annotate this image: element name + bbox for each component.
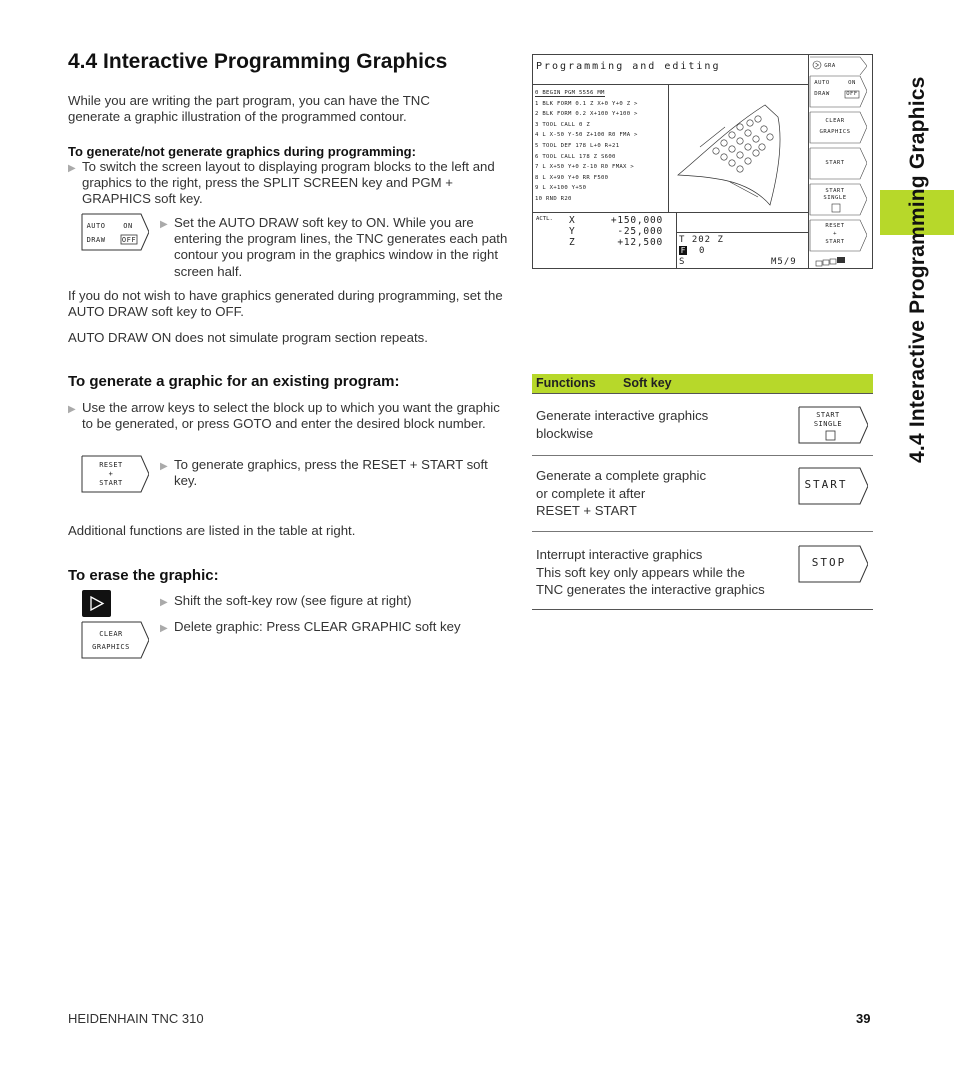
screen-softkey-start (809, 147, 867, 180)
softkey-label: START (99, 479, 123, 487)
pos-z: +12,500 (617, 237, 663, 248)
shift-softkey-row-key[interactable] (82, 590, 111, 617)
screen-softkey-reset-start (809, 219, 867, 252)
softkey-label: DRAW (86, 236, 106, 244)
program-line: 7 L X+50 Y+0 Z-10 R0 FMAX > (535, 164, 635, 171)
screen-softkey-start-single (809, 183, 867, 216)
paragraph-auto-draw-off: If you do not wish to have graphics generated during programming, set the AUTO DRAW soft key to OFF. (68, 288, 503, 320)
row-line: or complete it after (536, 485, 646, 501)
bullet-text: To generate graphics, press the RESET + START soft key. (174, 457, 488, 489)
col-functions: Functions (536, 376, 596, 390)
contour-graphic (670, 87, 806, 211)
axis-y: Y (569, 226, 575, 237)
bullet-arrow-icon: ▶ (160, 461, 168, 472)
softkey-label: RESET (99, 461, 123, 469)
auto-draw-softkey[interactable] (81, 213, 149, 250)
side-chapter-title-text: 4.4 Interactive Programming Graphics (906, 76, 929, 463)
start-single-softkey[interactable] (798, 406, 868, 443)
softkey-label: CLEAR (99, 630, 123, 638)
screen-softkey-auto-draw (809, 75, 867, 108)
softkey-label: ON (123, 222, 133, 230)
softkey-label: STOP (811, 556, 847, 569)
pos-y: -25,000 (617, 226, 663, 237)
softkey-label: START (804, 478, 848, 491)
subheading-toggle-graphics: To generate/not generate graphics during programming: (68, 144, 416, 159)
subheading-erase-graphic: To erase the graphic: (68, 567, 219, 584)
softkey-label: OFF (121, 236, 137, 244)
softkey-label: + (108, 470, 114, 478)
table-row-2-text (536, 467, 786, 520)
bullet-text: To switch the screen layout to displaying program blocks to the left and graphics to the right, press the SPLIT SCREEN key and PGM + GRAPHICS soft key. (82, 159, 495, 207)
program-line: 5 TOOL DEF 178 L+0 R+21 (535, 143, 620, 149)
bullet-text: Delete graphic: Press CLEAR GRAPHIC soft key (174, 619, 461, 634)
play-arrow-icon (82, 590, 111, 617)
bullet-clear-graphic (160, 619, 514, 635)
start-softkey[interactable] (798, 467, 868, 504)
softkey-label: START (825, 160, 845, 166)
paragraph-additional-functions: Additional functions are listed in the table at right. (68, 523, 356, 538)
bullet-shift-row (160, 593, 514, 609)
bullet-arrow-icon: ▶ (160, 623, 168, 634)
row-line: Generate a complete graphic (536, 468, 707, 483)
col-softkey: Soft key (623, 376, 672, 390)
program-line: 2 BLK FORM 0.2 X+100 Y+100 > (535, 111, 638, 118)
softkey-label: SINGLE (823, 195, 847, 201)
tnc-screen-figure (532, 54, 873, 269)
stop-softkey[interactable] (798, 545, 868, 582)
softkey-label: OFF (846, 91, 858, 97)
softkey-label: START (825, 188, 845, 194)
bullet-auto-draw (160, 215, 518, 280)
softkey-label: START (825, 239, 845, 245)
bullet-arrow-icon: ▶ (160, 597, 168, 608)
softkey-label: START (816, 411, 840, 419)
row-line: Interrupt interactive graphics (536, 547, 703, 562)
reset-start-softkey[interactable] (81, 455, 149, 492)
softkey-label: SINGLE (813, 420, 843, 428)
actual-position-label: ACTL. (536, 216, 553, 222)
page-title: 4.4 Interactive Programming Graphics (68, 50, 448, 73)
softkey-label: AUTO (814, 80, 830, 86)
side-chapter-title (883, 43, 949, 463)
screen-softkey-clear-graphics (809, 111, 867, 144)
bullet-arrow-icon: ▶ (68, 404, 76, 415)
softkey-label: CLEAR (825, 118, 845, 124)
axis-labels (569, 215, 575, 248)
spindle-label: S (679, 257, 685, 267)
misc-function: M5/9 (771, 257, 797, 267)
row-line: TNC generates the interactive graphics (536, 582, 765, 597)
program-line: 9 L X+100 Y+50 (535, 185, 587, 192)
softkey-label: DRAW (814, 91, 830, 97)
feed-label: F (680, 246, 686, 255)
bullet-reset-start (160, 457, 514, 489)
program-line: 4 L X-50 Y-50 Z+100 R0 FMA > (535, 132, 638, 139)
program-line: 10 RND R20 (535, 196, 572, 202)
paragraph-section-repeats: AUTO DRAW ON does not simulate program section repeats. (68, 330, 428, 345)
program-line: 1 BLK FORM 0.1 Z X+0 Y+0 Z > (535, 100, 638, 107)
softkey-label: AUTO (86, 222, 106, 230)
tool-status: T 202 Z (679, 235, 724, 245)
footer-product: HEIDENHAIN TNC 310 (68, 1011, 204, 1026)
page-number: 39 (856, 1011, 871, 1026)
softkey-label: RESET (825, 223, 845, 229)
clear-graphics-softkey[interactable] (81, 621, 149, 658)
program-line: 6 TOOL CALL 178 Z S600 (535, 153, 616, 160)
pos-x: +150,000 (610, 215, 663, 226)
program-line: 8 L X+90 Y+0 RR F500 (535, 174, 609, 181)
bullet-arrow-icon: ▶ (160, 219, 168, 230)
softkey-label: GRA (824, 63, 836, 69)
bullet-select-block (68, 400, 514, 432)
intro-text: While you are writing the part program, you can have the TNC generate a graphic illustration of the programmed contour. (68, 93, 430, 125)
bullet-arrow-icon: ▶ (68, 163, 76, 174)
table-row-3-text (536, 546, 796, 599)
row-line: This soft key only appears while the (536, 564, 745, 580)
axis-z: Z (569, 237, 575, 248)
bullet-text: Shift the soft-key row (see figure at right) (174, 593, 412, 608)
axis-x: X (569, 215, 575, 226)
screen-mode-title: Programming and editing (536, 61, 721, 72)
functions-table-header (532, 374, 873, 393)
softkey-row-indicator-icon (815, 255, 849, 267)
bullet-text: Use the arrow keys to select the block up to which you want the graphic to be generated, or press GOTO and enter the desired block number. (82, 400, 500, 432)
softkey-label: + (833, 231, 837, 237)
subheading-existing-program: To generate a graphic for an existing program: (68, 373, 400, 390)
row-line: RESET + START (536, 503, 637, 518)
row-line: blockwise (536, 425, 594, 441)
bullet-split-screen (68, 159, 510, 208)
position-values (589, 215, 663, 248)
program-line: 3 TOOL CALL 0 Z (535, 121, 591, 128)
table-row-1-text (536, 407, 786, 442)
softkey-label: ON (848, 80, 856, 86)
softkey-label: GRAPHICS (819, 129, 851, 135)
program-line: 0 BEGIN PGM 5556 MM (535, 90, 605, 96)
feed-value: 0 (699, 246, 705, 256)
row-line: Generate interactive graphics (536, 408, 709, 423)
bullet-text: Set the AUTO DRAW soft key to ON. While you are entering the program lines, the TNC generates each path contour you program in the graphics window in the right screen half. (174, 215, 508, 279)
softkey-label: GRAPHICS (92, 643, 130, 651)
